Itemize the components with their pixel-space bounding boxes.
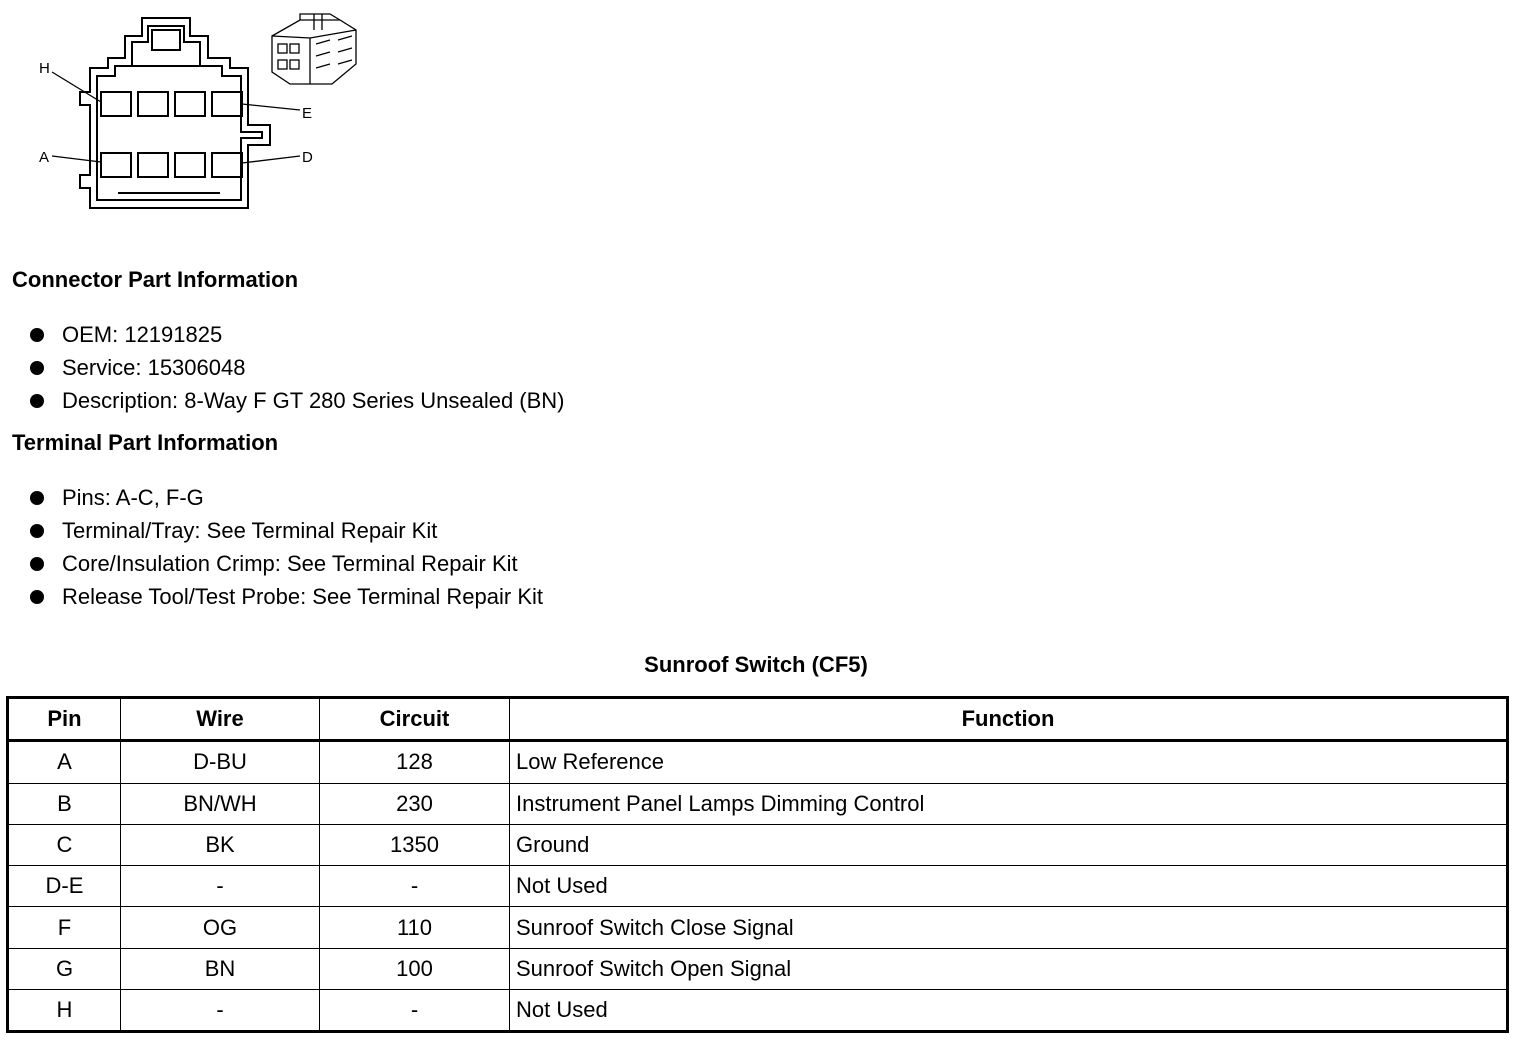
cavity-c	[175, 153, 205, 177]
cavity-a	[101, 153, 131, 177]
list-item-text: Description: 8-Way F GT 280 Series Unsealed (BN)	[62, 388, 565, 413]
bullet-icon	[30, 524, 44, 538]
cell-wire: -	[121, 990, 320, 1032]
cell-wire: BN	[121, 948, 320, 989]
list-item	[28, 318, 565, 351]
connector-latch	[152, 30, 180, 50]
cavity-f	[175, 92, 205, 116]
column-header-circuit: Circuit	[320, 698, 510, 741]
cell-function: Instrument Panel Lamps Dimming Control	[510, 783, 1508, 824]
cell-pin: A	[8, 741, 121, 783]
connector-housing-inner	[97, 26, 262, 200]
cell-wire: -	[121, 866, 320, 907]
cell-function: Sunroof Switch Open Signal	[510, 948, 1508, 989]
table-row	[8, 990, 1508, 1032]
list-item-text: Core/Insulation Crimp: See Terminal Repair Kit	[62, 551, 518, 576]
terminal-info-heading: Terminal Part Information	[12, 430, 279, 455]
pin-label-d: D	[302, 149, 313, 166]
list-item-text: Terminal/Tray: See Terminal Repair Kit	[62, 518, 438, 543]
table-row	[8, 741, 1508, 783]
list-item	[28, 580, 543, 613]
cell-circuit: 230	[320, 783, 510, 824]
bullet-icon	[30, 328, 44, 342]
cavity-g	[138, 92, 168, 116]
pin-label-a: A	[39, 149, 50, 166]
cell-pin: C	[8, 824, 121, 865]
cell-circuit: 100	[320, 948, 510, 989]
table-row	[8, 783, 1508, 824]
connector-isometric-icon	[272, 14, 356, 84]
list-item-text: Service: 15306048	[62, 355, 246, 380]
list-item	[28, 514, 543, 547]
cell-function: Not Used	[510, 866, 1508, 907]
cell-circuit: -	[320, 990, 510, 1032]
list-item	[28, 351, 565, 384]
pin-table	[6, 696, 1509, 1033]
list-item-text: Pins: A-C, F-G	[62, 485, 204, 510]
cell-circuit: -	[320, 866, 510, 907]
connector-diagram	[0, 0, 370, 215]
cavity-e	[212, 92, 242, 116]
table-row	[8, 948, 1508, 989]
cell-pin: B	[8, 783, 121, 824]
cell-circuit: 1350	[320, 824, 510, 865]
bullet-icon	[30, 361, 44, 375]
bullet-icon	[30, 557, 44, 571]
list-item	[28, 384, 565, 417]
cell-function: Not Used	[510, 990, 1508, 1032]
list-item-text: OEM: 12191825	[62, 322, 223, 347]
cell-function: Sunroof Switch Close Signal	[510, 907, 1508, 948]
column-header-wire: Wire	[121, 698, 320, 741]
list-item	[28, 481, 543, 514]
column-header-pin: Pin	[8, 698, 121, 741]
terminal-info-list	[28, 481, 543, 613]
table-row	[8, 824, 1508, 865]
connector-info-list	[28, 318, 565, 417]
pin-label-e: E	[302, 105, 313, 122]
cavity-h	[101, 92, 131, 116]
cell-pin: G	[8, 948, 121, 989]
column-header-function: Function	[510, 698, 1508, 741]
bullet-icon	[30, 394, 44, 408]
cavity-b	[138, 153, 168, 177]
cell-circuit: 128	[320, 741, 510, 783]
cell-function: Low Reference	[510, 741, 1508, 783]
table-header-row	[8, 698, 1508, 741]
cell-circuit: 110	[320, 907, 510, 948]
cell-function: Ground	[510, 824, 1508, 865]
table-row	[8, 907, 1508, 948]
cell-pin: F	[8, 907, 121, 948]
bullet-icon	[30, 491, 44, 505]
cell-wire: D-BU	[121, 741, 320, 783]
table-row	[8, 866, 1508, 907]
list-item	[28, 547, 543, 580]
cavity-d	[212, 153, 242, 177]
cell-wire: BK	[121, 824, 320, 865]
connector-info-heading: Connector Part Information	[12, 267, 299, 292]
cell-wire: BN/WH	[121, 783, 320, 824]
cell-wire: OG	[121, 907, 320, 948]
cell-pin: D-E	[8, 866, 121, 907]
list-item-text: Release Tool/Test Probe: See Terminal Repair Kit	[62, 584, 543, 609]
bullet-icon	[30, 590, 44, 604]
table-title: Sunroof Switch (CF5)	[644, 652, 868, 677]
cell-pin: H	[8, 990, 121, 1032]
pin-label-h: H	[39, 60, 50, 77]
